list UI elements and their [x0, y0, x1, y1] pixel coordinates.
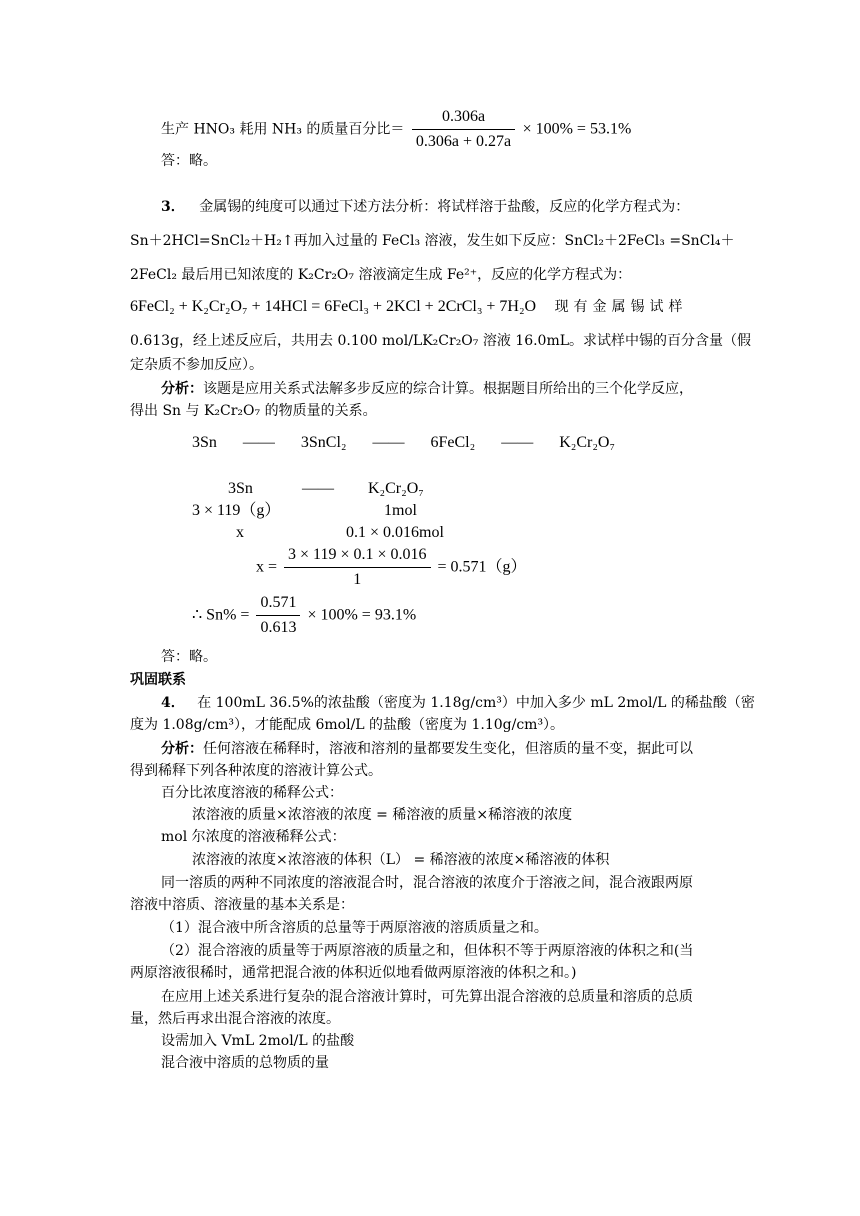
ratio-row-1-right: K₂Cr₂O₇	[368, 480, 424, 497]
analysis-label: 分析：	[161, 381, 203, 397]
fraction-numerator: 0.306a	[412, 108, 515, 130]
x-numerator: 3 × 119 × 0.1 × 0.016	[284, 546, 430, 568]
paragraph-5b: 溶液中溶质、溶液量的基本关系是：	[130, 897, 354, 913]
paragraph-8a: 在应用上述关系进行复杂的混合溶液计算时，可先算出混合溶液的总质量和溶质的总质	[161, 989, 693, 1005]
paragraph-10: 混合液中溶质的总物质的量	[161, 1055, 329, 1071]
analysis-text: 该题是应用关系式法解多步反应的综合计算。根据题目所给出的三个化学反应，	[203, 381, 693, 397]
problem-3-line-2: Sn＋2HCl=SnCl₂＋H₂↑再加入过量的 FeCl₃ 溶液，发生如下反应：SnCl₂＋2FeCl₃ =SnCl₄＋	[130, 233, 735, 249]
chain-item: 3SnCl₂	[300, 434, 347, 451]
chain-dash: ——	[372, 434, 405, 451]
fraction-denominator: 0.306a + 0.27a	[415, 133, 512, 150]
ratio-row-2-left: 3 × 119（g）	[192, 502, 281, 519]
problem-3-line-4	[130, 298, 688, 316]
hno3-percentage-formula	[161, 108, 631, 151]
problem-3-line-1	[161, 198, 689, 216]
paragraph-5a: 同一溶质的两种不同浓度的溶液混合时，混合溶液的浓度介于溶液之间，混合液跟两原	[161, 875, 693, 891]
problem-3-line-6: 定杂质不参加反应）。	[130, 357, 263, 373]
chain-item: 3Sn	[192, 434, 217, 451]
ratio-row-1-left: 3Sn	[228, 480, 253, 497]
analysis-line-2: 得出 Sn 与 K₂Cr₂O₇ 的物质量的关系。	[130, 403, 377, 419]
dichromate-equation: 6FeCl₂ + K₂Cr₂O₇ + 14HCl = 6FeCl₃ + 2KCl + 2CrCl₃ + 7H₂O	[130, 298, 537, 315]
sample-text: 现有金属锡试样	[554, 299, 688, 315]
chain-dash: ——	[242, 434, 275, 451]
problem-3-line-3: 2FeCl₂ 最后用已知浓度的 K₂Cr₂O₇ 溶液滴定生成 Fe²⁺，反应的化学方程式为：	[130, 267, 632, 283]
chain-item: K₂Cr₂O₇	[559, 434, 616, 451]
x-fraction	[284, 546, 430, 589]
problem-number: 4．	[161, 695, 185, 711]
paragraph-1: 百分比浓度溶液的稀释公式：	[161, 785, 343, 801]
ratio-row-3-left: x	[236, 524, 244, 541]
ratio-row-3-right: 0.1 × 0.016mol	[346, 524, 444, 541]
formula-result: × 100% = 53.1%	[522, 120, 632, 138]
sn-percent-calculation	[192, 594, 416, 637]
paragraph-9: 设需加入 VmL 2mol/L 的盐酸	[161, 1033, 355, 1049]
formula-label: 生产 HNO₃ 耗用 NH₃ 的质量百分比＝	[161, 121, 405, 138]
problem-number: 3．	[161, 199, 185, 215]
sn-fraction	[256, 594, 300, 637]
x-result: = 0.571（g）	[437, 558, 527, 576]
problem-4-line-1	[161, 694, 755, 712]
analysis-text: 任何溶液在稀释时，溶液和溶剂的量都要发生变化，但溶质的量不变，据此可以	[203, 741, 693, 757]
paragraph-2: 浓溶液的质量×浓溶液的浓度 = 稀溶液的质量×稀溶液的浓度	[192, 807, 573, 823]
section-heading: 巩固联系	[130, 672, 186, 688]
chain-dash: ——	[501, 434, 534, 451]
analysis-line-1	[161, 740, 693, 758]
ratio-row-1-dash: ——	[302, 480, 334, 497]
problem-3-line-5: 0.613g，经上述反应后，共用去 0.100 mol/LK₂Cr₂O₇ 溶液 16.0mL。求试样中锡的百分含量（假	[130, 333, 752, 349]
paragraph-4: 浓溶液的浓度×浓溶液的体积（L） = 稀溶液的浓度×稀溶液的体积	[192, 852, 610, 868]
answer-text: 答：略。	[161, 153, 217, 169]
problem-4-line-2: 度为 1.08g/cm³），才能配成 6mol/L 的盐酸（密度为 1.10g/cm³）。	[130, 717, 565, 733]
paragraph-8b: 量，然后再求出混合溶液的浓度。	[130, 1011, 340, 1027]
ratio-row-2-right: 1mol	[384, 502, 417, 519]
problem-text: 在 100mL 36.5%的浓盐酸（密度为 1.18g/cm³）中加入多少 mL 2mol/L 的稀盐酸（密	[197, 695, 755, 711]
paragraph-6: （1）混合液中所含溶质的总量等于两原溶液的溶质质量之和。	[161, 920, 548, 936]
x-calculation	[256, 546, 527, 589]
chain-item: 6FeCl₂	[430, 434, 476, 451]
sn-label: ∴ Sn% =	[192, 606, 250, 624]
paragraph-3: mol 尔浓度的溶液稀释公式：	[161, 829, 346, 845]
analysis-label: 分析：	[161, 741, 203, 757]
sn-numerator: 0.571	[256, 594, 300, 616]
paragraph-7b: 两原溶液很稀时，通常把混合液的体积近似地看做两原溶液的体积之和。)	[130, 965, 577, 981]
relation-chain	[192, 434, 615, 452]
problem-text: 金属锡的纯度可以通过下述方法分析：将试样溶于盐酸，反应的化学方程式为：	[199, 199, 690, 215]
percentage-fraction	[412, 108, 515, 151]
sn-result: × 100% = 93.1%	[307, 606, 417, 624]
answer-text: 答：略。	[161, 649, 217, 665]
sn-denominator: 0.613	[260, 619, 297, 636]
x-denominator: 1	[353, 571, 362, 588]
paragraph-7a: （2）混合溶液的质量等于两原溶液的质量之和，但体积不等于两原溶液的体积之和(当	[161, 943, 694, 959]
x-label: x =	[256, 558, 278, 576]
analysis-line-1	[161, 380, 693, 398]
analysis-line-2: 得到稀释下列各种浓度的溶液计算公式。	[130, 763, 382, 779]
